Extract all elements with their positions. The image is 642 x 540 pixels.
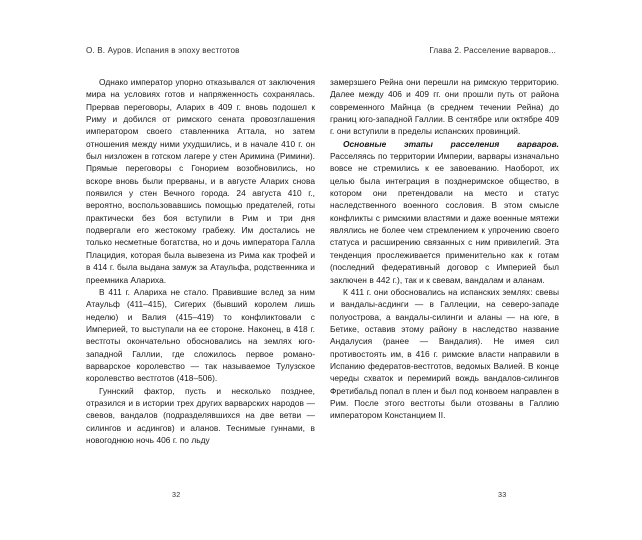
paragraph-continued: замерзшего Рейна они перешли на римскую территорию. Далее между 406 и 409 гг. они прошли путь от района современного Майнца (в среднем течении Рейна) до границ юго-западной Галлии. В сентябре или октябре 409 г. они вступили в пределы испанских провинций. (330, 77, 559, 137)
paragraph-body: Расселяясь по территории Империи, варвары изначально вовсе не стремились к ее завоеванию. Наоборот, их целью была интеграция в позднеримское общество, в котором они претендовали на место и статус наследственного военного сословия. В этом смысле конфликты с римскими властями и даже военные мятежи являлись не более чем стремлением к упрочению своего статуса и расширению связанных с ним привилегий. Эта тенденция прослеживается применительно как к готам (последний федеративный договор с Империей был заключен в 442 г.), так и к свевам, вандалам и аланам. (330, 151, 559, 285)
paragraph: К 411 г. они обосновались на испанских землях: свевы и вандалы-асдинги — в Галлеции, на северо-западе полуострова, а вандалы-силинги и аланы — на юге, в Бетике, оставив этому району в наследство название Андалусия (ранее — Вандалия). Не имея сил противостоять им, в 416 г. римские власти направили в Испанию федератов-вестготов, ведомых Валией. В конце череды схваток и перемирий вождь вандалов-силингов Фретибальд попал в плен и был под конвоем направлен в Рим. После этого вестготы были отозваны в Галлию императором Констанцием II. (330, 286, 559, 421)
body-text-right (330, 76, 559, 422)
paragraph: Гуннский фактор, пусть и несколько позднее, отразился и в истории трех других варварских народов — свевов, вандалов (подразделявшихся на две ветви — силингов и асдингов) и аланов. Теснимые гуннами, в новогоднюю ночь 406 г. по льду (86, 385, 315, 445)
running-head-right: Глава 2. Расселение варваров... (429, 46, 556, 55)
folio-left: 32 (172, 490, 181, 499)
running-head-left: О. В. Ауров. Испания в эпоху вестготов (86, 46, 240, 55)
runin-heading: Основные этапы расселения варваров. (343, 138, 559, 149)
paragraph: Однако император упорно отказывался от заключения мира на условиях готов и напряженность сохранялась. Прервав переговоры, Аларих в 409 г. вновь подошел к Риму и добился от римского сената провозглашения императором своего ставленника Аттала, но затем отношения между ними ухудшились, и в начале 410 г. он был низложен в готском лагере у стен Аримина (Римини). Прямые переговоры с Гонорием возобновились, но вскоре вновь были прерваны, и в августе Аларих снова появился у стен Вечного города. 24 августа 410 г., вероятно, воспользовавшись помощью предателей, готы практически без боя вступили в Рим и три дня подвергали его жестокому грабежу. Им достались не только несметные богатства, но и дочь императора Галла Плацидия, которая была вывезена из Рима как трофей и в 414 г. была выдана замуж за Атаульфа, родственника и преемника Алариха. (86, 77, 315, 285)
paragraph: В 411 г. Алариха не стало. Правившие вслед за ним Атаульф (411–415), Сигерих (бывший королем лишь неделю) и Валия (415–419) то конфликтовали с Империей, то выступали на ее стороне. Наконец, в 418 г. вестготы окончательно обосновались на землях юго-западной Галлии, где сложилось первое романо-варварское королевство — так называемое Тулузское королевство вестготов (418–506). (86, 286, 315, 384)
page-left (86, 76, 315, 446)
body-text-left (86, 76, 315, 446)
paragraph-with-runin (330, 138, 559, 286)
page-right (330, 76, 559, 422)
folio-right: 33 (498, 490, 507, 499)
